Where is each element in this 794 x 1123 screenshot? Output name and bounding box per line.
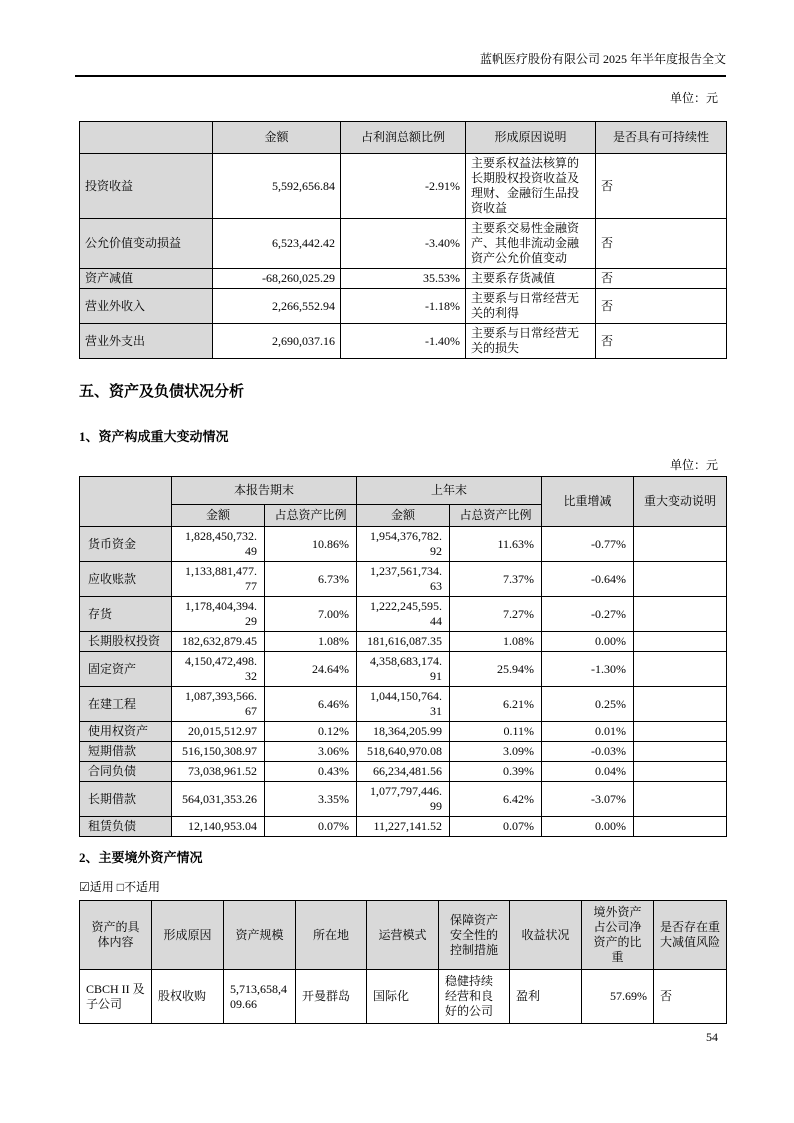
prior-amount-cell: 1,222,245,595.44 bbox=[357, 597, 450, 632]
current-ratio-cell: 10.86% bbox=[265, 527, 357, 562]
page-number: 54 bbox=[706, 1030, 718, 1044]
asset-scale-cell: 5,713,658,409.66 bbox=[224, 970, 296, 1024]
prior-amount-cell: 11,227,141.52 bbox=[357, 817, 450, 837]
item-name-cell: 使用权资产 bbox=[80, 722, 172, 742]
note-cell bbox=[634, 742, 727, 762]
current-ratio-cell: 6.46% bbox=[265, 687, 357, 722]
note-cell bbox=[634, 652, 727, 687]
item-name-cell: 固定资产 bbox=[80, 652, 172, 687]
column-header-location: 所在地 bbox=[296, 901, 367, 970]
table-row bbox=[80, 527, 727, 562]
item-name-cell: 公允价值变动损益 bbox=[80, 219, 213, 269]
income-status-cell: 盈利 bbox=[510, 970, 582, 1024]
sustainability-cell: 否 bbox=[596, 324, 727, 359]
current-ratio-cell: 6.73% bbox=[265, 562, 357, 597]
column-header-formation-reason: 形成原因 bbox=[152, 901, 224, 970]
change-cell: -0.77% bbox=[542, 527, 634, 562]
prior-ratio-cell: 3.09% bbox=[450, 742, 542, 762]
item-name-cell: 应收账款 bbox=[80, 562, 172, 597]
prior-ratio-cell: 6.42% bbox=[450, 782, 542, 817]
sustainability-cell: 否 bbox=[596, 154, 727, 219]
column-group-prior-period: 上年末 bbox=[357, 477, 542, 505]
prior-amount-cell: 4,358,683,174.91 bbox=[357, 652, 450, 687]
profit-ratio-cell: -1.18% bbox=[341, 289, 466, 324]
column-header-blank bbox=[80, 122, 213, 154]
table-row bbox=[80, 652, 727, 687]
current-ratio-cell: 0.43% bbox=[265, 762, 357, 782]
column-header-sustainability: 是否具有可持续性 bbox=[596, 122, 727, 154]
table-row bbox=[80, 782, 727, 817]
reason-cell: 主要系存货减值 bbox=[466, 269, 596, 289]
table-row bbox=[80, 817, 727, 837]
current-ratio-cell: 7.00% bbox=[265, 597, 357, 632]
change-cell: 0.04% bbox=[542, 762, 634, 782]
table-row bbox=[80, 597, 727, 632]
applicable-label: 适用 bbox=[89, 880, 114, 894]
change-cell: 0.25% bbox=[542, 687, 634, 722]
note-cell bbox=[634, 782, 727, 817]
table-row bbox=[80, 562, 727, 597]
note-cell bbox=[634, 817, 727, 837]
column-header-ratio: 占总资产比例 bbox=[450, 505, 542, 527]
item-name-cell: 营业外支出 bbox=[80, 324, 213, 359]
subsection-title-asset-composition: 1、资产构成重大变动情况 bbox=[79, 429, 229, 444]
unchecked-checkbox-icon: □ bbox=[116, 880, 125, 894]
item-name-cell: 营业外收入 bbox=[80, 289, 213, 324]
applicability-line bbox=[79, 880, 726, 895]
note-cell bbox=[634, 687, 727, 722]
column-header-amount: 金额 bbox=[357, 505, 450, 527]
column-header-profit-ratio: 占利润总额比例 bbox=[341, 122, 466, 154]
asset-content-cell: CBCH II 及子公司 bbox=[80, 970, 152, 1024]
profit-ratio-cell: -2.91% bbox=[341, 154, 466, 219]
operation-model-cell: 国际化 bbox=[367, 970, 439, 1024]
table-row bbox=[80, 632, 727, 652]
reason-cell: 主要系与日常经营无关的利得 bbox=[466, 289, 596, 324]
current-ratio-cell: 3.06% bbox=[265, 742, 357, 762]
prior-amount-cell: 18,364,205.99 bbox=[357, 722, 450, 742]
item-name-cell: 投资收益 bbox=[80, 154, 213, 219]
table-row bbox=[80, 269, 727, 289]
item-name-cell: 在建工程 bbox=[80, 687, 172, 722]
column-header-ratio: 占总资产比例 bbox=[265, 505, 357, 527]
current-amount-cell: 182,632,879.45 bbox=[172, 632, 265, 652]
change-cell: -1.30% bbox=[542, 652, 634, 687]
current-amount-cell: 1,133,881,477.77 bbox=[172, 562, 265, 597]
current-amount-cell: 516,150,308.97 bbox=[172, 742, 265, 762]
prior-ratio-cell: 11.63% bbox=[450, 527, 542, 562]
item-name-cell: 长期借款 bbox=[80, 782, 172, 817]
control-measures-cell: 稳健持续经营和良好的公司 bbox=[439, 970, 510, 1024]
amount-cell: -68,260,025.29 bbox=[213, 269, 341, 289]
amount-cell: 5,592,656.84 bbox=[213, 154, 341, 219]
formation-reason-cell: 股权收购 bbox=[152, 970, 224, 1024]
table-row bbox=[80, 762, 727, 782]
unit-label-table1 bbox=[79, 91, 726, 106]
note-cell bbox=[634, 722, 727, 742]
current-amount-cell: 20,015,512.97 bbox=[172, 722, 265, 742]
prior-amount-cell: 181,616,087.35 bbox=[357, 632, 450, 652]
change-cell: -3.07% bbox=[542, 782, 634, 817]
table-row bbox=[80, 722, 727, 742]
subsection-title-overseas-assets: 2、主要境外资产情况 bbox=[79, 850, 203, 865]
checked-checkbox-icon: ☑ bbox=[79, 880, 90, 894]
profit-ratio-cell: -3.40% bbox=[341, 219, 466, 269]
profit-ratio-cell: 35.53% bbox=[341, 269, 466, 289]
current-amount-cell: 12,140,953.04 bbox=[172, 817, 265, 837]
prior-ratio-cell: 25.94% bbox=[450, 652, 542, 687]
table-row bbox=[80, 324, 727, 359]
column-group-current-period: 本报告期末 bbox=[172, 477, 357, 505]
column-header-control-measures: 保障资产安全性的控制措施 bbox=[439, 901, 510, 970]
note-cell bbox=[634, 562, 727, 597]
change-cell: 0.01% bbox=[542, 722, 634, 742]
prior-ratio-cell: 7.37% bbox=[450, 562, 542, 597]
current-ratio-cell: 0.12% bbox=[265, 722, 357, 742]
impairment-risk-cell: 否 bbox=[654, 970, 727, 1024]
reason-cell: 主要系与日常经营无关的损失 bbox=[466, 324, 596, 359]
table-row bbox=[80, 289, 727, 324]
profit-items-table bbox=[79, 121, 727, 359]
change-cell: -0.03% bbox=[542, 742, 634, 762]
item-name-cell: 长期股权投资 bbox=[80, 632, 172, 652]
prior-amount-cell: 1,237,561,734.63 bbox=[357, 562, 450, 597]
column-header-operation-model: 运营模式 bbox=[367, 901, 439, 970]
column-header-blank bbox=[80, 477, 172, 527]
item-name-cell: 资产减值 bbox=[80, 269, 213, 289]
reason-cell: 主要系交易性金融资产、其他非流动金融资产公允价值变动 bbox=[466, 219, 596, 269]
column-header-asset-content: 资产的具体内容 bbox=[80, 901, 152, 970]
table-row bbox=[80, 154, 727, 219]
current-ratio-cell: 0.07% bbox=[265, 817, 357, 837]
prior-ratio-cell: 1.08% bbox=[450, 632, 542, 652]
sustainability-cell: 否 bbox=[596, 219, 727, 269]
amount-cell: 2,266,552.94 bbox=[213, 289, 341, 324]
change-cell: 0.00% bbox=[542, 632, 634, 652]
current-ratio-cell: 24.64% bbox=[265, 652, 357, 687]
table-row bbox=[80, 970, 727, 1024]
change-cell: 0.00% bbox=[542, 817, 634, 837]
column-header-amount: 金额 bbox=[172, 505, 265, 527]
asset-composition-table bbox=[79, 476, 727, 837]
table-row bbox=[80, 219, 727, 269]
column-header-note: 重大变动说明 bbox=[634, 477, 727, 527]
location-cell: 开曼群岛 bbox=[296, 970, 367, 1024]
unit-label-table2 bbox=[79, 458, 726, 473]
column-header-amount: 金额 bbox=[213, 122, 341, 154]
prior-ratio-cell: 6.21% bbox=[450, 687, 542, 722]
note-cell bbox=[634, 527, 727, 562]
not-applicable-label: 不适用 bbox=[124, 880, 161, 894]
column-header-income-status: 收益状况 bbox=[510, 901, 582, 970]
prior-ratio-cell: 0.07% bbox=[450, 817, 542, 837]
profit-ratio-cell: -1.40% bbox=[341, 324, 466, 359]
column-header-change: 比重增减 bbox=[542, 477, 634, 527]
document-title: 蓝帆医疗股份有限公司 2025 年半年度报告全文 bbox=[479, 52, 726, 66]
prior-ratio-cell: 0.39% bbox=[450, 762, 542, 782]
prior-amount-cell: 1,044,150,764.31 bbox=[357, 687, 450, 722]
column-header-reason: 形成原因说明 bbox=[466, 122, 596, 154]
column-header-net-asset-ratio: 境外资产占公司净资产的比重 bbox=[582, 901, 654, 970]
item-name-cell: 短期借款 bbox=[80, 742, 172, 762]
change-cell: -0.64% bbox=[542, 562, 634, 597]
change-cell: -0.27% bbox=[542, 597, 634, 632]
prior-ratio-cell: 7.27% bbox=[450, 597, 542, 632]
overseas-assets-table bbox=[79, 900, 727, 1024]
amount-cell: 2,690,037.16 bbox=[213, 324, 341, 359]
current-amount-cell: 1,828,450,732.49 bbox=[172, 527, 265, 562]
prior-amount-cell: 1,077,797,446.99 bbox=[357, 782, 450, 817]
table-header-row bbox=[80, 477, 727, 505]
column-header-impairment-risk: 是否存在重大减值风险 bbox=[654, 901, 727, 970]
amount-cell: 6,523,442.42 bbox=[213, 219, 341, 269]
sustainability-cell: 否 bbox=[596, 289, 727, 324]
column-header-asset-scale: 资产规模 bbox=[224, 901, 296, 970]
current-amount-cell: 1,087,393,566.67 bbox=[172, 687, 265, 722]
note-cell bbox=[634, 632, 727, 652]
item-name-cell: 货币资金 bbox=[80, 527, 172, 562]
current-amount-cell: 4,150,472,498.32 bbox=[172, 652, 265, 687]
prior-amount-cell: 66,234,481.56 bbox=[357, 762, 450, 782]
section-title-assets-liabilities: 五、资产及负债状况分析 bbox=[79, 384, 245, 400]
table-header-row bbox=[80, 122, 727, 154]
prior-ratio-cell: 0.11% bbox=[450, 722, 542, 742]
table-row bbox=[80, 742, 727, 762]
item-name-cell: 存货 bbox=[80, 597, 172, 632]
current-amount-cell: 564,031,353.26 bbox=[172, 782, 265, 817]
item-name-cell: 合同负债 bbox=[80, 762, 172, 782]
note-cell bbox=[634, 597, 727, 632]
prior-amount-cell: 1,954,376,782.92 bbox=[357, 527, 450, 562]
net-asset-ratio-cell: 57.69% bbox=[582, 970, 654, 1024]
prior-amount-cell: 518,640,970.08 bbox=[357, 742, 450, 762]
unit-text: 单位：元 bbox=[669, 91, 718, 105]
current-ratio-cell: 1.08% bbox=[265, 632, 357, 652]
unit-text: 单位：元 bbox=[669, 458, 718, 472]
current-amount-cell: 73,038,961.52 bbox=[172, 762, 265, 782]
table-row bbox=[80, 687, 727, 722]
document-header bbox=[75, 52, 726, 77]
current-amount-cell: 1,178,404,394.29 bbox=[172, 597, 265, 632]
current-ratio-cell: 3.35% bbox=[265, 782, 357, 817]
table-header-row bbox=[80, 901, 727, 970]
reason-cell: 主要系权益法核算的长期股权投资收益及理财、金融衍生品投资收益 bbox=[466, 154, 596, 219]
item-name-cell: 租赁负债 bbox=[80, 817, 172, 837]
sustainability-cell: 否 bbox=[596, 269, 727, 289]
note-cell bbox=[634, 762, 727, 782]
